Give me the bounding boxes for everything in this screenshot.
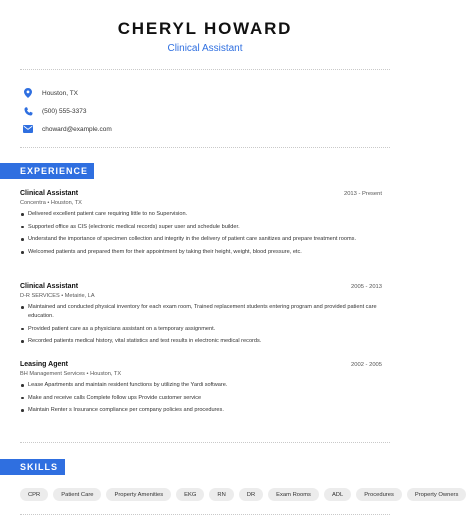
- separator-dot: •: [47, 200, 51, 206]
- skill-chip: Procedures: [356, 488, 402, 501]
- job-entry: [20, 361, 382, 419]
- phone-icon: [22, 105, 34, 117]
- phone-text: (500) 555-3373: [42, 107, 87, 115]
- job-company-line: [20, 371, 382, 377]
- bullet-item: Recorded patients medical history, vital statistics and test results in electronic medical records.: [20, 337, 382, 346]
- skill-chip: CPR: [20, 488, 48, 501]
- job-dates: 2005 - 2013: [351, 284, 382, 290]
- skill-chip: RN: [209, 488, 233, 501]
- bullet-item: Make and receive calls Complete follow ups Provide customer service: [20, 394, 382, 403]
- skill-chip: Property Owners: [407, 488, 466, 501]
- job-entry: [20, 190, 382, 261]
- bullet-item: Provided patient care as a physicians assistant on a temporary assignment.: [20, 325, 382, 334]
- job-dates: 2002 - 2005: [351, 362, 382, 368]
- contact-location: [22, 84, 112, 102]
- bullet-item: Maintain Renter s Insurance compliance per company policies and procedures.: [20, 406, 382, 415]
- job-bullets: [20, 210, 382, 257]
- contact-block: [22, 84, 112, 138]
- job-entry: [20, 283, 382, 350]
- email-icon: [22, 123, 34, 135]
- job-location: Houston, TX: [50, 200, 82, 206]
- job-title: Leasing Agent: [20, 361, 68, 368]
- job-bullets: [20, 381, 382, 415]
- job-bullets: [20, 303, 382, 346]
- bullet-item: Welcomed patients and prepared them for their appointment by taking their height, weight, blood pressure, etc.: [20, 248, 382, 257]
- bullet-item: Understand the importance of specimen collection and integrity in the delivery of patient care sanitizes and prepare treatment rooms.: [20, 235, 382, 244]
- skill-chip: Exam Rooms: [268, 488, 319, 501]
- divider: [20, 514, 390, 515]
- bullet-item: Supported office as CIS (electronic medical records) super user and schedule builder.: [20, 223, 382, 232]
- contact-phone: [22, 102, 112, 120]
- job-company-line: [20, 200, 382, 206]
- skill-chip: Patient Care: [53, 488, 101, 501]
- skill-chip: Property Amenities: [106, 488, 171, 501]
- contact-email: [22, 120, 112, 138]
- candidate-title: Clinical Assistant: [167, 43, 243, 54]
- divider: [20, 69, 390, 70]
- divider: [20, 442, 390, 443]
- skills-list: [20, 488, 459, 501]
- bullet-item: Lease Apartments and maintain resident functions by utilizing the Yardi software.: [20, 381, 382, 390]
- job-title: Clinical Assistant: [20, 283, 79, 290]
- job-company-line: [20, 293, 382, 299]
- location-pin-icon: [22, 87, 34, 99]
- email-text: choward@example.com: [42, 125, 112, 133]
- location-text: Houston, TX: [42, 89, 79, 97]
- skill-chip: EKG: [176, 488, 204, 501]
- job-location: Houston, TX: [90, 371, 122, 377]
- separator-dot: •: [61, 293, 65, 299]
- skill-chip: DR: [239, 488, 263, 501]
- divider: [20, 147, 390, 148]
- skill-chip: ADL: [324, 488, 351, 501]
- job-company: D-R SERVICES: [20, 293, 60, 299]
- job-location: Metairie, LA: [64, 293, 95, 299]
- job-company: BH Management Services: [20, 371, 85, 377]
- section-heading-experience: EXPERIENCE: [0, 163, 94, 179]
- resume-header: [0, 0, 410, 54]
- job-company: Concentra: [20, 200, 46, 206]
- bullet-item: Maintained and conducted physical inventory for each exam room, Trained replacement students entering program and provided patient care education.: [20, 303, 382, 321]
- section-heading-skills: SKILLS: [0, 459, 65, 475]
- bullet-item: Delivered excellent patient care requiring little to no Supervision.: [20, 210, 382, 219]
- separator-dot: •: [86, 371, 91, 377]
- candidate-name: CHERYL HOWARD: [117, 19, 293, 38]
- job-dates: 2013 - Present: [343, 191, 382, 197]
- job-title: Clinical Assistant: [20, 190, 79, 197]
